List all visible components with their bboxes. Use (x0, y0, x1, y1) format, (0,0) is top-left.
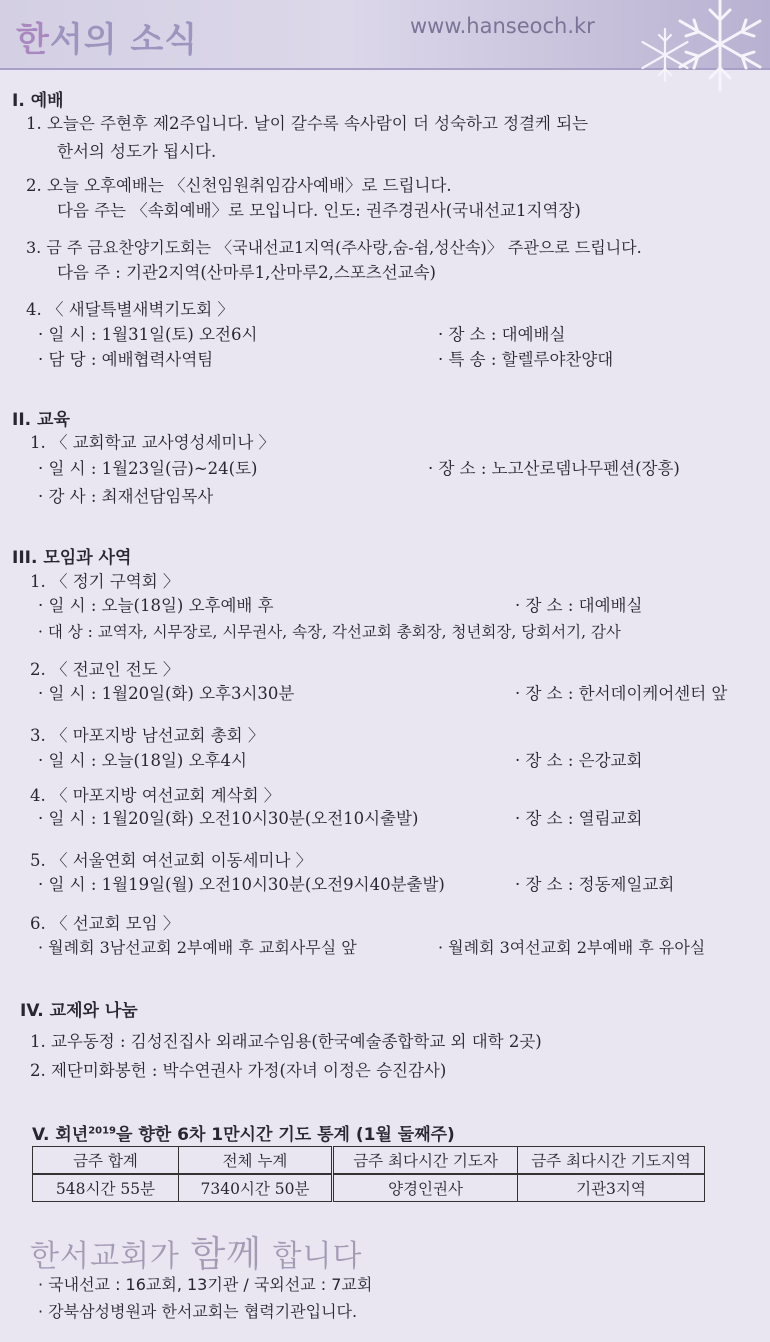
section-heading-meetings: III. 모임과 사역 (12, 548, 132, 568)
meetings-item-6-men: · 월례회 3남선교회 2부예배 후 교회사무실 앞 (38, 938, 357, 957)
meetings-item-1-place: · 장 소 : 대예배실 (515, 596, 643, 615)
fellowship-item-2: 2. 제단미화봉헌 : 박수연권사 가정(자녀 이정은 승진감사) (30, 1061, 447, 1080)
footer-slogan-part-1: 한서교회가 (30, 1239, 191, 1274)
education-item-1-title: 1. 〈 교회학교 교사영성세미나 〉 (30, 433, 276, 452)
meetings-item-5-date: · 일 시 : 1월19일(월) 오전10시30분(오전9시40분출발) (38, 875, 445, 894)
table-header-row (33, 1147, 705, 1175)
meetings-item-4-title: 4. 〈 마포지방 여선교회 계삭회 〉 (30, 786, 281, 805)
table-cell: 548시간 55분 (33, 1174, 179, 1202)
education-item-1-place: · 장 소 : 노고산로뎀나무펜션(장흥) (428, 459, 680, 478)
website-url[interactable]: www.hanseoch.kr (410, 14, 595, 38)
section-heading-education: II. 교육 (12, 410, 70, 430)
footer-line-partner: · 강북삼성병원과 한서교회는 협력기관입니다. (38, 1302, 358, 1321)
education-item-1-date: · 일 시 : 1월23일(금)~24(토) (38, 459, 258, 478)
meetings-item-3-date: · 일 시 : 오늘(18일) 오후4시 (38, 751, 247, 770)
footer-slogan (30, 1226, 362, 1277)
worship-item-4-title: 4. 〈 새달특별새벽기도회 〉 (26, 300, 234, 319)
meetings-item-2-title: 2. 〈 전교인 전도 〉 (30, 660, 180, 679)
meetings-item-4-date: · 일 시 : 1월20일(화) 오전10시30분(오전10시출발) (38, 809, 419, 828)
worship-item-4-place: · 장 소 : 대예배실 (438, 325, 566, 344)
meetings-item-1-date: · 일 시 : 오늘(18일) 오후예배 후 (38, 596, 274, 615)
worship-item-2-line-2: 다음 주는 〈속회예배〉로 모입니다. 인도: 권주경권사(국내선교1지역장) (57, 201, 581, 220)
meetings-item-1-title: 1. 〈 정기 구역회 〉 (30, 572, 180, 591)
footer-slogan-part-3: 합니다 (262, 1239, 363, 1274)
worship-item-4-music: · 특 송 : 할렐루야찬양대 (438, 350, 614, 369)
fellowship-item-1: 1. 교우동정 : 김성진집사 외래교수임용(한국예술종합학교 외 대학 2곳) (30, 1032, 542, 1051)
title-first-char: 한 (16, 20, 50, 60)
education-item-1-speaker: · 강 사 : 최재선담임목사 (38, 487, 214, 506)
table-header-cell: 금주 합계 (33, 1147, 179, 1175)
table-cell: 기관3지역 (518, 1174, 705, 1202)
meetings-item-5-title: 5. 〈 서울연회 여선교회 이동세미나 〉 (30, 851, 313, 870)
meetings-item-5-place: · 장 소 : 정동제일교회 (515, 875, 675, 894)
section-heading-fellowship: IV. 교제와 나눔 (20, 1001, 138, 1021)
meetings-item-3-place: · 장 소 : 은강교회 (515, 751, 643, 770)
meetings-item-3-title: 3. 〈 마포지방 남선교회 총회 〉 (30, 726, 265, 745)
meetings-item-2-date: · 일 시 : 1월20일(화) 오후3시30분 (38, 684, 295, 703)
table-header-cell: 금주 최다시간 기도지역 (518, 1147, 705, 1175)
snowflake-large-icon (668, 0, 770, 96)
meetings-item-2-place: · 장 소 : 한서데이케어센터 앞 (515, 684, 728, 703)
meetings-item-6-women: · 월례회 3여선교회 2부예배 후 유아실 (438, 938, 706, 957)
prayer-heading-prefix: V. 회년 (32, 1125, 89, 1145)
table-cell: 양경인권사 (333, 1174, 518, 1202)
table-row (33, 1174, 705, 1202)
title-rest: 서의 소식 (49, 20, 199, 60)
table-cell: 7340시간 50분 (179, 1174, 333, 1202)
meetings-item-6-title: 6. 〈 선교회 모임 〉 (30, 914, 180, 933)
table-header-cell: 금주 최다시간 기도자 (333, 1147, 518, 1175)
prayer-heading-year: 2019 (88, 1125, 117, 1137)
newsletter-title (16, 12, 198, 61)
section-heading-prayer-stats (32, 1120, 455, 1145)
worship-item-2-line-1: 2. 오늘 오후예배는 〈신천임원취임감사예배〉로 드립니다. (26, 176, 452, 195)
worship-item-1-line-1: 1. 오늘은 주현후 제2주입니다. 날이 갈수록 속사람이 더 성숙하고 정결케 되는 (26, 114, 589, 133)
meetings-item-4-place: · 장 소 : 열림교회 (515, 809, 643, 828)
footer-line-missions: · 국내선교 : 16교회, 13기관 / 국외선교 : 7교회 (38, 1275, 373, 1294)
meetings-item-1-target: · 대 상 : 교역자, 시무장로, 시무권사, 속장, 각선교회 총회장, 청년회장, 당회서기, 감사 (38, 623, 621, 641)
worship-item-3-line-1: 3. 금 주 금요찬양기도회는 〈국내선교1지역(주사랑,숨-쉼,성산속)〉 주관으로 드립니다. (26, 238, 642, 257)
footer-slogan-part-2: 함께 (190, 1234, 262, 1275)
table-header-cell: 전체 누계 (179, 1147, 333, 1175)
worship-item-1-line-2: 한서의 성도가 됩시다. (57, 142, 217, 161)
prayer-heading-suffix: 을 향한 6차 1만시간 기도 통계 (1월 둘째주) (116, 1125, 455, 1145)
prayer-stats-table (32, 1146, 705, 1202)
worship-item-4-date: · 일 시 : 1월31일(토) 오전6시 (38, 325, 258, 344)
section-heading-worship: I. 예배 (12, 91, 64, 111)
worship-item-3-line-2: 다음 주 : 기관2지역(산마루1,산마루2,스포츠선교속) (57, 263, 436, 282)
worship-item-4-lead: · 담 당 : 예배협력사역팀 (38, 350, 214, 369)
